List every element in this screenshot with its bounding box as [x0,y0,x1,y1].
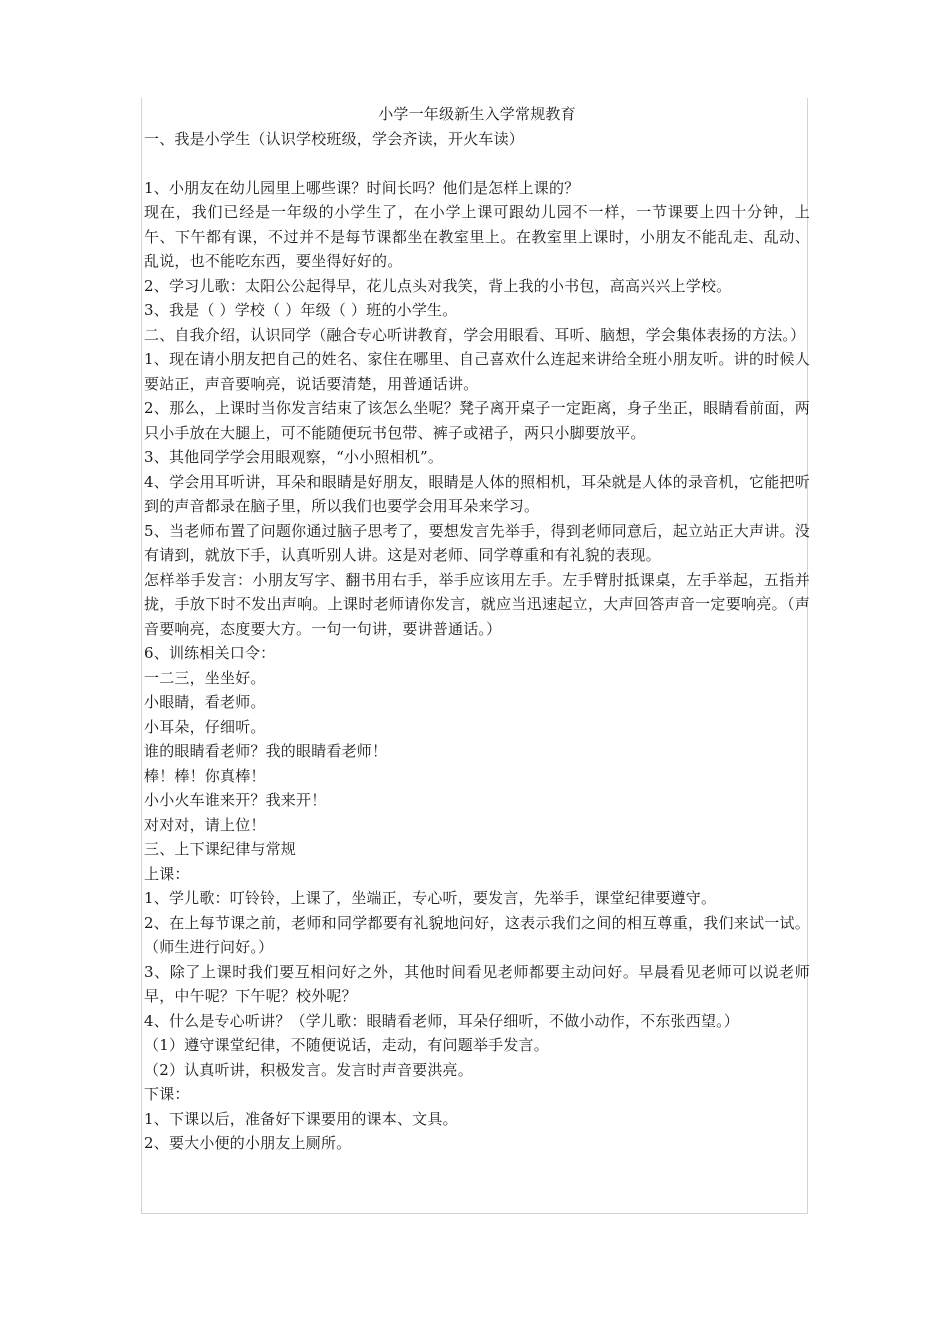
paragraph: 6、训练相关口令： [144,644,276,662]
paragraph: 3、除了上课时我们要互相问好之外，其他时间看见老师都要主动问好。早晨看见老师可以说老师早，中午呢？下午呢？校外呢？ [144,962,810,1005]
paragraph: 三、上下课纪律与常规 [144,840,297,858]
paragraph: 谁的眼睛看老师？我的眼睛看老师！ [144,742,388,760]
paragraph: 上课： [144,864,190,883]
paragraph: 怎样举手发言：小朋友写字、翻书用右手，举手应该用左手。左手臂肘抵课桌，左手举起，五指并拢，手放下时不发出声响。上课时老师请你发言，就应当迅速起立，大声回答声音一定要响亮。（声音要响亮，态度要大方。一句一句讲，要讲普通话。） [144,570,810,638]
paragraph-list [144,176,810,1156]
section-heading-1: 一、我是小学生（认识学校班级，学会齐读，开火车读） [144,130,525,148]
paragraph: 2、要大小便的小朋友上厕所。 [144,1134,352,1152]
paragraph: 现在，我们已经是一年级的小学生了，在小学上课可跟幼儿园不一样，一节课要上四十分钟，上午、下午都有课，不过并不是每节课都坐在教室里上。在教室里上课时，小朋友不能乱走、乱动、乱说，也不能吃东西，要坐得好好的。 [144,203,810,270]
paragraph: 2、学习儿歌：太阳公公起得早，花儿点头对我笑，背上我的小书包，高高兴兴上学校。 [144,276,732,295]
paragraph: 3、我是（ ）学校（ ）年级（ ）班的小学生。 [144,301,458,319]
document-title: 小学一年级新生入学常规教育 [378,105,576,123]
paragraph: 3、其他同学学会用眼观察，“小小照相机”。 [144,448,444,466]
paragraph: 5、当老师布置了问题你通过脑子思考了，要想发言先举手，得到老师同意后，起立站正大声讲。没有请到，就放下手，认真听别人讲。这是对老师、同学尊重和有礼貌的表现。 [144,521,810,564]
paragraph: 小耳朵，仔细听。 [144,717,266,736]
paragraph: 小眼睛，看老师。 [144,693,266,711]
paragraph: 2、在上每节课之前，老师和同学都要有礼貌地问好，这表示我们之间的相互尊重，我们来试一试。（师生进行问好。） [144,913,810,956]
paragraph: 4、学会用耳听讲，耳朵和眼睛是好朋友，眼睛是人体的照相机，耳朵就是人体的录音机，它能把听到的声音都录在脑子里，所以我们也要学会用耳朵来学习。 [144,472,810,515]
paragraph: 1、现在请小朋友把自己的姓名、家住在哪里、自己喜欢什么连起来讲给全班小朋友听。讲的时候人要站正，声音要响亮，说话要清楚，用普通话讲。 [144,350,810,393]
paragraph: 二、自我介绍，认识同学（融合专心听讲教育，学会用眼看、耳听、脑想，学会集体表扬的方法。） [144,325,806,344]
paragraph: 4、什么是专心听讲？（学儿歌：眼睛看老师，耳朵仔细听，不做小动作，不东张西望。） [144,1011,740,1030]
paragraph: （1）遵守课堂纪律，不随便说话，走动，有问题举手发言。 [144,1036,549,1054]
blank-line [144,152,810,176]
paragraph: 一二三，坐坐好。 [144,668,266,687]
paragraph: 对对对，请上位！ [144,815,266,834]
paragraph: 棒！棒！你真棒！ [144,766,266,785]
paragraph: 1、小朋友在幼儿园里上哪些课？时间长吗？他们是怎样上课的？ [144,178,580,197]
paragraph: 小小火车谁来开？我来开！ [144,791,327,809]
paragraph: 2、那么，上课时当你发言结束了该怎么坐呢？凳子离开桌子一定距离，身子坐正，眼睛看前面，两只小手放在大腿上，可不能随便玩书包带、裤子或裙子，两只小脚要放平。 [144,399,810,442]
paragraph: 1、学儿歌：叮铃铃，上课了，坐端正，专心听，要发言，先举手，课堂纪律要遵守。 [144,889,717,907]
paragraph: （2）认真听讲，积极发言。发言时声音要洪亮。 [144,1060,473,1079]
paragraph: 1、下课以后，准备好下课要用的课本、文具。 [144,1109,458,1128]
document-body [144,100,810,1156]
paragraph: 下课： [144,1085,190,1103]
